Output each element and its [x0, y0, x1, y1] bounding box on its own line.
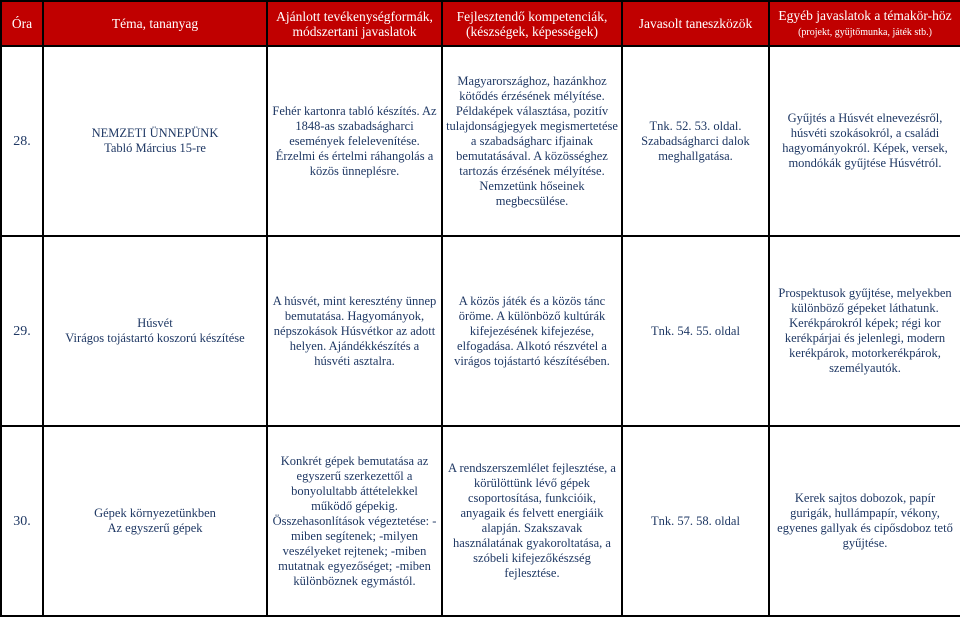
row-ajanlott: Konkrét gépek bemutatása az egyszerű szerkezettől a bonyolultabb áttételekkel működő gépekig. Összehasonlítások végeztetése: -miben segítenek; -milyen veszélyeket rejtenek; -miben mutatnak egyezőséget; -miben különböznek egymástól. [267, 426, 442, 616]
row-egyeb: Prospektusok gyűjtése, melyekben különböző gépeket láthatunk. Kerékpárokról képek; régi kor kerékpárjai és jelenlegi, modern kerékpárok, motorkerékpárok, személyautók. [769, 236, 960, 426]
header-egyeb-small: (projekt, gyűjtőmunka, játék stb.) [798, 26, 932, 38]
tema-subtitle: Virágos tojástartó koszorú készítése [65, 331, 245, 345]
eszkozok-line1: Tnk. 54. 55. oldal [651, 323, 740, 338]
row-tema [43, 236, 267, 426]
header-eszkozok: Javasolt taneszközök [622, 1, 769, 46]
tema-title: Gépek környezetünkben [94, 506, 216, 520]
row-number: 30. [1, 426, 43, 616]
header-egyeb [769, 1, 960, 46]
row-ajanlott: A húsvét, mint keresztény ünnep bemutatása. Hagyományok, népszokások Húsvétkor az adott helyen. Ajándékkészítés a húsvéti asztalra. [267, 236, 442, 426]
eszkozok-line1: Tnk. 57. 58. oldal [651, 513, 740, 528]
tema-title: NEMZETI ÜNNEPÜNK [91, 126, 219, 140]
row-fejlesztendo: Magyarországhoz, hazánkhoz kötődés érzésének mélyítése. Példaképek választása, pozitív tulajdonságjegyek megismertetése a szabadságharc ifjainak bemutatásával. A közösséghez tartozás érzésének mélyítése. Nemzetünk hőseinek megbecsülése. [442, 46, 622, 236]
header-row [1, 1, 960, 46]
row-number: 29. [1, 236, 43, 426]
header-egyeb-main: Egyéb javaslatok a témakör-höz [778, 7, 952, 23]
tema-subtitle: Az egyszerű gépek [107, 521, 203, 535]
row-eszkozok [622, 46, 769, 236]
table-row [1, 236, 960, 426]
eszkozok-line1: Tnk. 52. 53. oldal. [649, 118, 742, 133]
row-eszkozok [622, 426, 769, 616]
row-eszkozok [622, 236, 769, 426]
row-egyeb: Kerek sajtos dobozok, papír gurigák, hullámpapír, vékony, egyenes gallyak és cipősdoboz tető gyűjtése. [769, 426, 960, 616]
tema-title: Húsvét [137, 316, 173, 330]
row-ajanlott: Fehér kartonra tabló készítés. Az 1848-as szabadságharci események felelevenítése. Érzelmi és értelmi ráhangolás a közös ünneplésre. [267, 46, 442, 236]
row-fejlesztendo: A közös játék és a közös tánc öröme. A különböző kultúrák kifejezésének kifejezése, elfogadása. Alkotó részvétel a virágos tojástartó készítésében. [442, 236, 622, 426]
table-row [1, 46, 960, 236]
header-fejlesztendo: Fejlesztendő kompetenciák, (készségek, képességek) [442, 1, 622, 46]
row-fejlesztendo: A rendszerszemlélet fejlesztése, a körülöttünk lévő gépek csoportosítása, funkcióik, anyagaik és felvett energiáik alapján. Szakszavak használatának gyakoroltatása, a szóbeli kifejezőkészség fejlesztése. [442, 426, 622, 616]
header-ajanlott: Ajánlott tevékenységformák, módszertani javaslatok [267, 1, 442, 46]
header-tema: Téma, tananyag [43, 1, 267, 46]
tema-subtitle: Tabló Március 15-re [104, 141, 206, 155]
header-ora: Óra [1, 1, 43, 46]
table-row [1, 426, 960, 616]
row-number: 28. [1, 46, 43, 236]
row-tema [43, 426, 267, 616]
eszkozok-line2: Szabadságharci dalok meghallgatása. [641, 133, 750, 163]
row-egyeb: Gyűjtés a Húsvét elnevezésről, húsvéti szokásokról, a családi hagyományokról. Képek, versek, mondókák gyűjtése Húsvétról. [769, 46, 960, 236]
row-tema [43, 46, 267, 236]
